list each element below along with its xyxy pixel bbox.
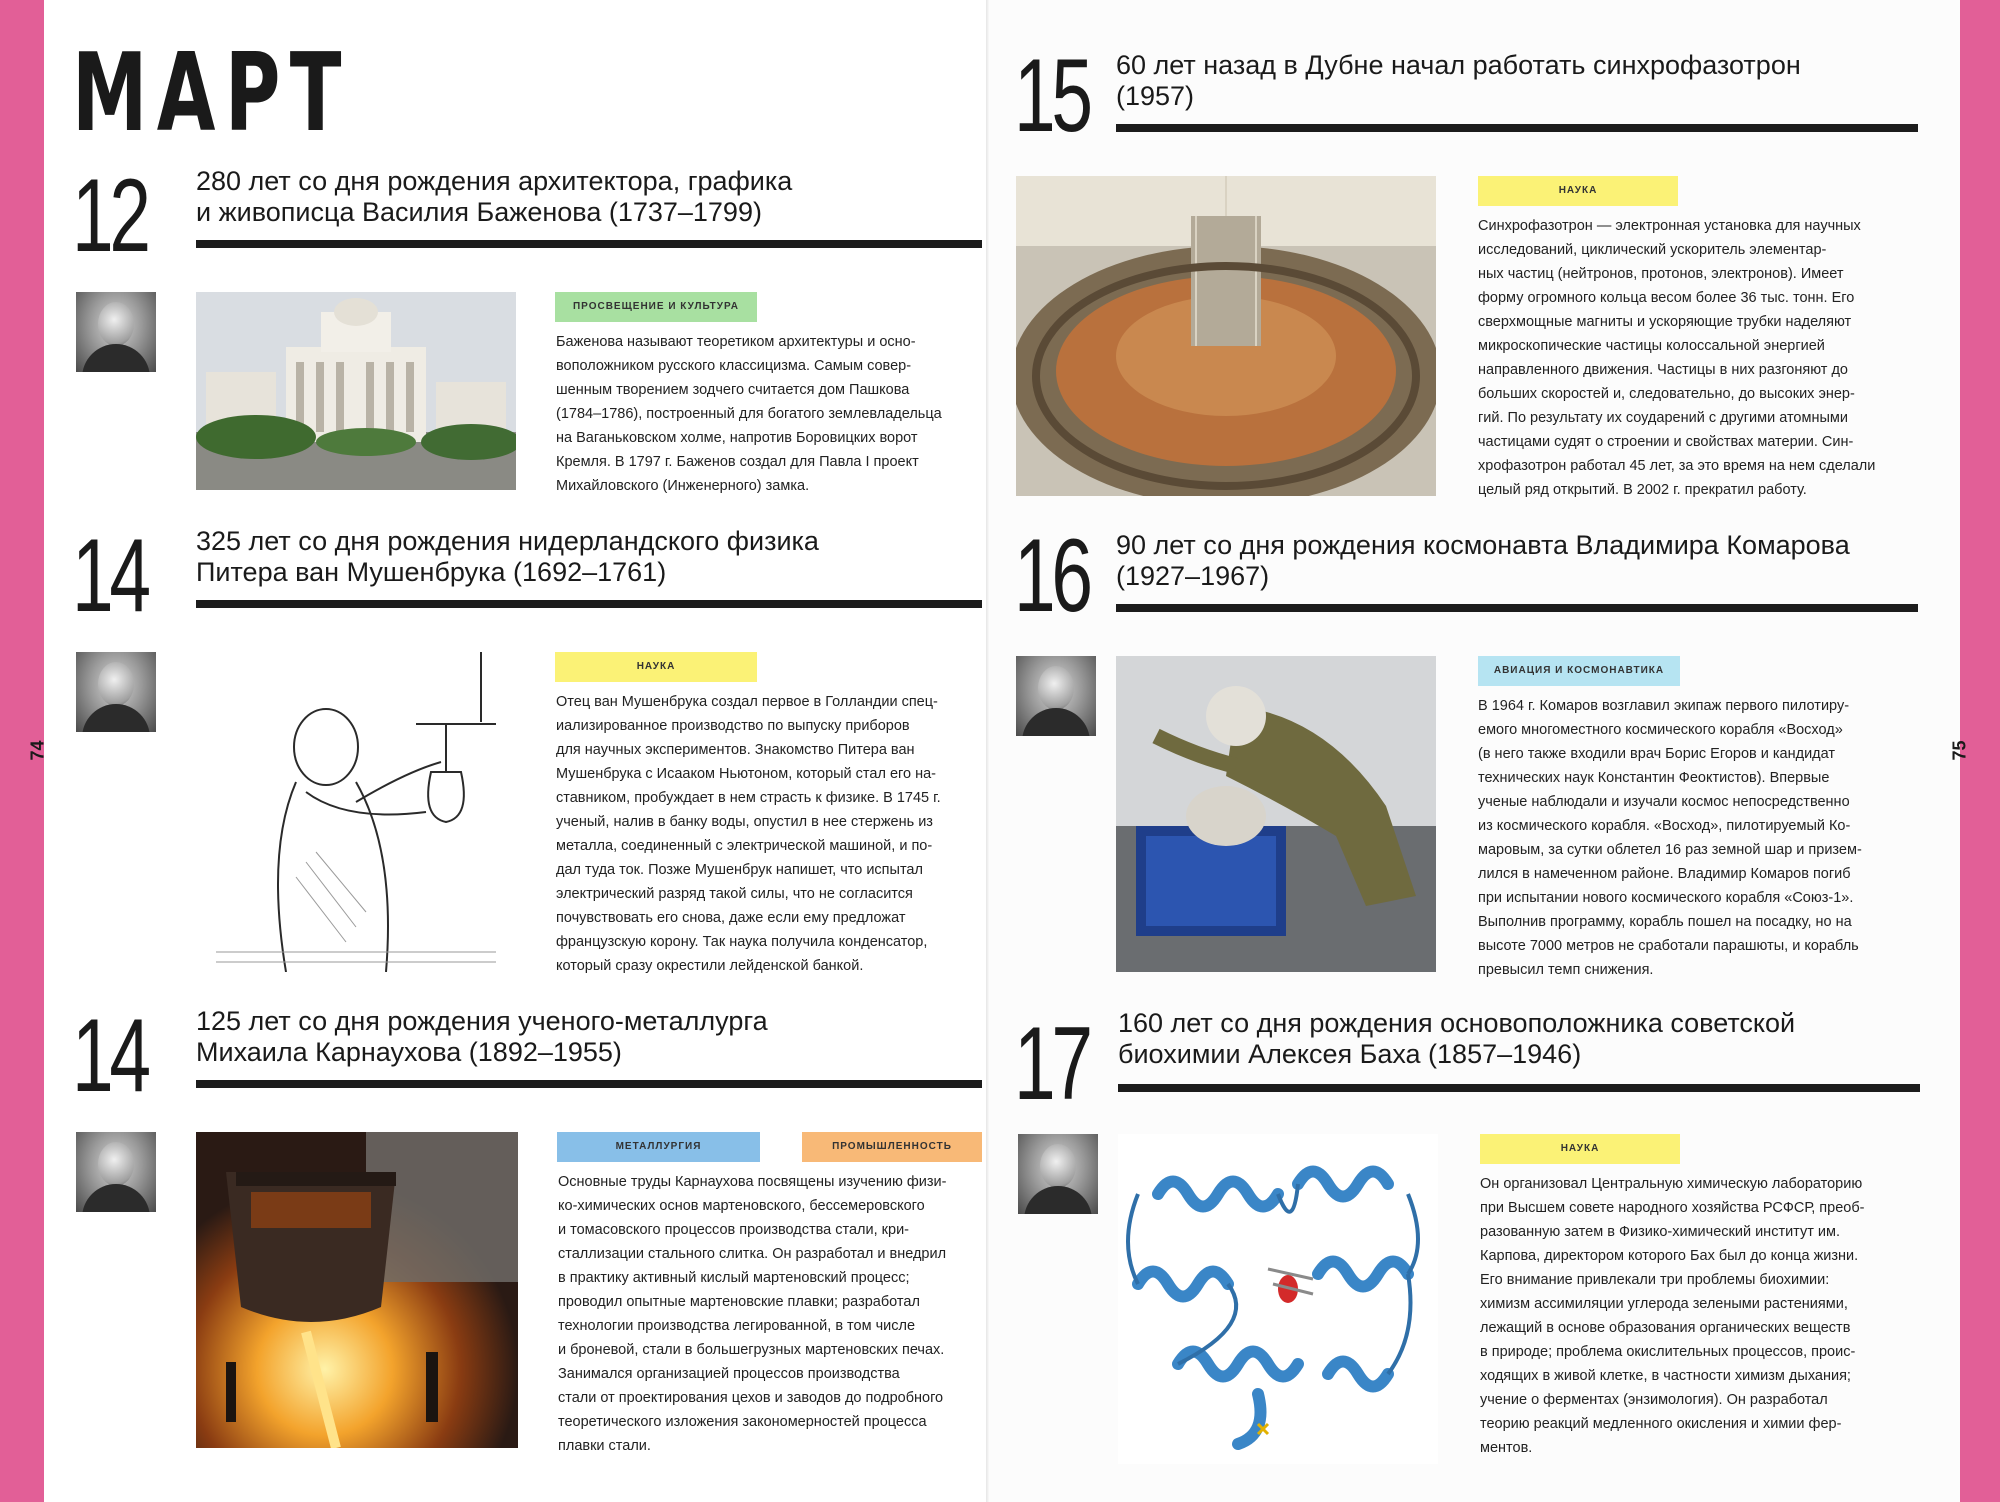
tag-science: НАУКА [1480,1134,1680,1164]
entry-body-text: В 1964 г. Комаров возглавил экипаж первого пилотиру- емого многоместного космического корабля «Восход» (в него также входили врач Борис Егоров и кандидат технических наук Константин Феоктистов). Впервые ученые наблюдали и изучали космос непосредственно из космического корабля. «Восход», пилотируемый Ко- маровым, за сутки облетел 16 раз земной шар и призем- лился в намеченном районе. Владимир Комаров погиб при испытании нового космического корабля «Союз-1». Выполнив программу, корабль пошел на посадку, но на высоте 7000 метров не сработали парашюты, и корабль превысил темп снижения. [1478,698,1862,978]
portrait-komarov [1016,656,1096,736]
photo-pashkov-house [196,292,516,490]
entry-day-number: 14 [72,998,147,1114]
entry-rule [1116,124,1918,132]
entry-headline: 160 лет со дня рождения основоположника советской биохимии Алексея Баха (1857–1946) [1118,1008,1796,1069]
entry-day-number: 16 [1014,518,1089,634]
entry-headline: 125 лет со дня рождения ученого-металлурга Михаила Карнаухова (1892–1955) [196,1006,768,1067]
entry-headline: 60 лет назад в Дубне начал работать синхрофазотрон (1957) [1116,50,1801,111]
entry-rule [1118,1084,1920,1092]
entry-headline: 280 лет со дня рождения архитектора, графика и живописца Василия Баженова (1737–1799) [196,166,793,227]
entry-headline: 325 лет со дня рождения нидерландского физика Питера ван Мушенбрука (1692–1761) [196,526,819,587]
entry-rule [196,1080,982,1088]
tag-science: НАУКА [1478,176,1678,206]
tag-science: НАУКА [555,652,757,682]
tag-metallurgy: МЕТАЛЛУРГИЯ [557,1132,760,1162]
entry-body-text: Баженова называют теоретиком архитектуры и осно- воположником русского классицизма. Самым совер- шенным творением зодчего считается дом Пашкова (1784–1786), построенный для богатого землевладельца на Ваганьковском холме, напротив Боровицких ворот Кремля. В 1797 г. Баженов создал для Павла I проект Михайловского (Инженерного) замка. [556,334,942,494]
portrait-bazhenov [76,292,156,372]
tag-aviation-cosmonautics: АВИАЦИЯ И КОСМОНАВТИКА [1478,656,1680,686]
month-title: МАРТ [72,31,351,156]
tag-education-culture: ПРОСВЕЩЕНИЕ И КУЛЬТУРА [555,292,757,322]
entry-body-text: Синхрофазотрон — электронная установка для научных исследований, циклический ускоритель элементар- ных частиц (нейтронов, протонов, электронов). Имеет форму огромного кольца весом более 36 тыс. тонн. Его сверхмощные магниты и ускоряющие трубки наделяют микроскопические частицы колоссальной энергией направленного движения. Частицы в них разгоняют до больших скоростей и, следовательно, до высоких энер- гий. По результату их соударений с другими атомными частицами судят о строении и свойствах материи. Син- хрофазотрон работал 45 лет, за это время на нем сделали целый ряд открытий. В 2002 г. прекратил работу. [1478,218,1876,498]
entry-day-number: 12 [72,158,147,274]
entry-headline: 90 лет со дня рождения космонавта Владимира Комарова (1927–1967) [1116,530,1850,591]
entry-day-number: 14 [72,518,147,634]
portrait-musschenbroek [76,652,156,732]
entry-body-text: Основные труды Карнаухова посвящены изучению физи- ко-химических основ мартеновского, бессемеровского и томасовского процессов производства стали, кри- сталлизации стального слитка. Он разработал и внедрил в практику активный кислый мартеновский процесс; проводил опытные мартеновские плавки; разработал технологии производства легированной, в том числе и броневой, стали в большегрузных мартеновских печах. Занимался организацией процессов производства стали от проектирования цехов и заводов до подробного теоретического изложения закономерностей процесса плавки стали. [558,1174,947,1454]
entry-day-number: 15 [1014,38,1089,154]
entry-body-text: Отец ван Мушенбрука создал первое в Голландии спец- иализированное производство по выпуску приборов для научных экспериментов. Знакомство Питера ван Мушенбрука с Исааком Ньютоном, который стал его на- ставником, пробуждает в нем страсть к физике. В 1745 г. ученый, налив в банку воды, опустил в нее стержень из металла, соединенный с электрической машиной, и по- дал туда ток. Позже Мушенбрук напишет, что испытал электрический разряд такой силы, что не согласится почувствовать его снова, даже если ему предложат французскую корону. Так наука получила конденсатор, который сразу окрестили лейденской банкой. [556,694,941,974]
tag-industry: ПРОМЫШЛЕННОСТЬ [802,1132,982,1162]
entry-rule [196,240,982,248]
entry-rule [196,600,982,608]
engraving-leyden-jar [196,652,516,972]
page-number-left: 74 [27,740,48,761]
entry-day-number: 17 [1014,1006,1089,1122]
photo-synchrophasotron [1016,176,1436,496]
page-number-right: 75 [1949,740,1970,761]
entry-rule [1116,604,1918,612]
photo-steel-ladle [196,1132,518,1448]
protein-structure-model [1118,1134,1438,1464]
photo-zero-gravity-training [1116,656,1436,972]
entry-body-text: Он организовал Центральную химическую лабораторию при Высшем совете народного хозяйства РСФСР, преоб- разованную затем в Физико-химический институт им. Карпова, директором которого Бах был до конца жизни. Его внимание привлекали три проблемы биохимии: химизм ассимиляции углерода зелеными растениями, лежащий в основе образования органических веществ в природе; проблема окислительных процессов, проис- ходящих в живой клетке, в частности химизм дыхания; учение о ферментах (энзимология). Он разработал теорию реакций медленного окисления и химии фер- ментов. [1480,1176,1865,1456]
portrait-bakh [1018,1134,1098,1214]
portrait-karnaukhov [76,1132,156,1212]
